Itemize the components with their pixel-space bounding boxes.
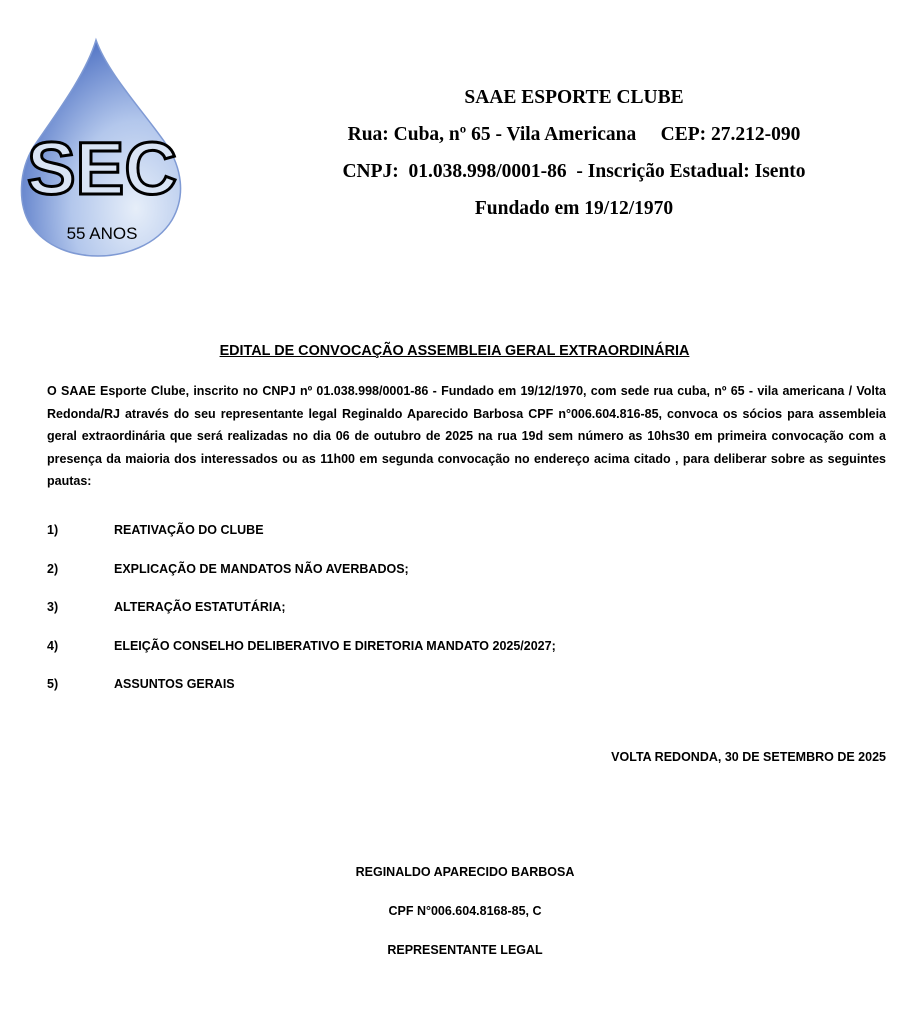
agenda-item [47, 636, 867, 675]
agenda-text: REATIVAÇÃO DO CLUBE [114, 523, 264, 537]
water-drop-logo-icon [16, 34, 186, 258]
signature-block [230, 862, 700, 979]
founded-line: Fundado em 19/12/1970 [474, 198, 674, 219]
date-line: VOLTA REDONDA, 30 DE SETEMBRO DE 2025 [611, 750, 886, 764]
registration-line: CNPJ: 01.038.998/0001-86 - Inscrição Estadual: Isento [342, 161, 806, 182]
notice-body: O SAAE Esporte Clube, inscrito no CNPJ nº 01.038.998/0001-86 - Fundado em 19/12/1970, com sede rua cuba, nº 65 - vila americana / Volta Redonda/RJ através do seu representante legal Reginaldo Aparecido Barbosa CPF n°006.604.816-85, convoca os sócios para assembleia geral extraordinária que será realizadas no dia 06 de outubro de 2025 na rua 19d sem número as 10hs30 em primeira convocação com a presença da maioria dos interessados ou as 11h00 em segunda convocação no endereço acima citado , para deliberar sobre as seguintes pautas: [47, 384, 886, 489]
letterhead [292, 84, 856, 232]
agenda-number: 2) [47, 561, 59, 576]
agenda-item [47, 520, 867, 559]
signatory-cpf: CPF N°006.604.8168-85, C [388, 904, 542, 918]
agenda-item [47, 559, 867, 598]
agenda-item [47, 674, 867, 713]
agenda-number: 4) [47, 638, 59, 653]
agenda-number: 5) [47, 677, 59, 691]
agenda-text: ASSUNTOS GERAIS [114, 677, 235, 691]
club-name: SAAE ESPORTE CLUBE [464, 87, 684, 108]
address-line: Rua: Cuba, nº 65 - Vila Americana CEP: 27.212-090 [347, 124, 801, 145]
agenda-number: 3) [47, 600, 59, 614]
agenda-list [47, 520, 867, 713]
logo-subtext: 55 ANOS [66, 224, 138, 243]
agenda-text: ALTERAÇÃO ESTATUTÁRIA; [114, 600, 286, 614]
agenda-number: 1) [47, 523, 59, 537]
signatory-role: REPRESENTANTE LEGAL [387, 943, 543, 957]
club-logo [16, 34, 186, 258]
notice-title: EDITAL DE CONVOCAÇÃO ASSEMBLEIA GERAL EXTRAORDINÁRIA [219, 343, 690, 359]
agenda-item [47, 597, 867, 636]
agenda-text: ELEIÇÃO CONSELHO DELIBERATIVO E DIRETORIA MANDATO 2025/2027; [114, 638, 556, 653]
logo-letters: SEC [27, 127, 177, 210]
signatory-name: REGINALDO APARECIDO BARBOSA [355, 865, 575, 879]
agenda-text: EXPLICAÇÃO DE MANDATOS NÃO AVERBADOS; [114, 561, 409, 576]
